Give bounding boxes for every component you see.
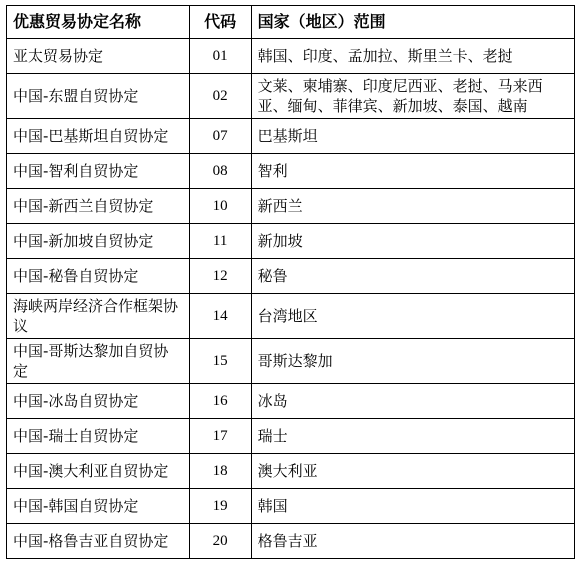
agreement-code: 19: [189, 489, 251, 524]
agreement-code: 18: [189, 454, 251, 489]
agreement-scope: 新加坡: [251, 224, 574, 259]
agreement-name: 中国-格鲁吉亚自贸协定: [7, 524, 190, 559]
table-row: [7, 524, 575, 559]
agreement-scope: 巴基斯坦: [251, 119, 574, 154]
agreement-code: 11: [189, 224, 251, 259]
agreement-scope: 冰岛: [251, 384, 574, 419]
agreement-scope: 文莱、柬埔寨、印度尼西亚、老挝、马来西亚、缅甸、菲律宾、新加坡、泰国、越南: [251, 74, 574, 119]
agreement-name: 中国-巴基斯坦自贸协定: [7, 119, 190, 154]
agreement-name: 中国-新西兰自贸协定: [7, 189, 190, 224]
agreement-name: 中国-瑞士自贸协定: [7, 419, 190, 454]
table-row: [7, 259, 575, 294]
agreement-code: 16: [189, 384, 251, 419]
agreement-code: 01: [189, 39, 251, 74]
agreement-scope: 瑞士: [251, 419, 574, 454]
agreement-name: 中国-哥斯达黎加自贸协定: [7, 339, 190, 384]
header-row: [7, 6, 575, 39]
header-code: 代码: [189, 6, 251, 39]
table-row: [7, 419, 575, 454]
table-row: [7, 39, 575, 74]
agreement-name: 中国-冰岛自贸协定: [7, 384, 190, 419]
agreement-name: 中国-韩国自贸协定: [7, 489, 190, 524]
agreement-code: 10: [189, 189, 251, 224]
agreement-name: 海峡两岸经济合作框架协议: [7, 294, 190, 339]
agreement-name: 中国-东盟自贸协定: [7, 74, 190, 119]
agreement-scope: 格鲁吉亚: [251, 524, 574, 559]
agreement-name: 中国-澳大利亚自贸协定: [7, 454, 190, 489]
agreement-name: 中国-秘鲁自贸协定: [7, 259, 190, 294]
agreement-name: 中国-新加坡自贸协定: [7, 224, 190, 259]
agreement-scope: 韩国: [251, 489, 574, 524]
agreement-code: 02: [189, 74, 251, 119]
agreement-code: 14: [189, 294, 251, 339]
agreement-scope: 哥斯达黎加: [251, 339, 574, 384]
agreement-code: 17: [189, 419, 251, 454]
table-row: [7, 189, 575, 224]
table-row: [7, 294, 575, 339]
table-row: [7, 489, 575, 524]
agreement-code: 07: [189, 119, 251, 154]
table-row: [7, 224, 575, 259]
agreement-scope: 秘鲁: [251, 259, 574, 294]
header-agreement-name: 优惠贸易协定名称: [7, 6, 190, 39]
agreement-scope: 台湾地区: [251, 294, 574, 339]
header-scope: 国家（地区）范围: [251, 6, 574, 39]
trade-agreement-table: [6, 5, 575, 559]
agreement-name: 亚太贸易协定: [7, 39, 190, 74]
agreement-scope: 澳大利亚: [251, 454, 574, 489]
agreement-scope: 新西兰: [251, 189, 574, 224]
table-row: [7, 74, 575, 119]
table-row: [7, 454, 575, 489]
table-row: [7, 384, 575, 419]
table-row: [7, 339, 575, 384]
table-row: [7, 154, 575, 189]
agreement-code: 15: [189, 339, 251, 384]
agreement-name: 中国-智利自贸协定: [7, 154, 190, 189]
agreement-scope: 韩国、印度、孟加拉、斯里兰卡、老挝: [251, 39, 574, 74]
agreement-code: 08: [189, 154, 251, 189]
agreement-scope: 智利: [251, 154, 574, 189]
table-row: [7, 119, 575, 154]
agreement-code: 12: [189, 259, 251, 294]
agreement-code: 20: [189, 524, 251, 559]
